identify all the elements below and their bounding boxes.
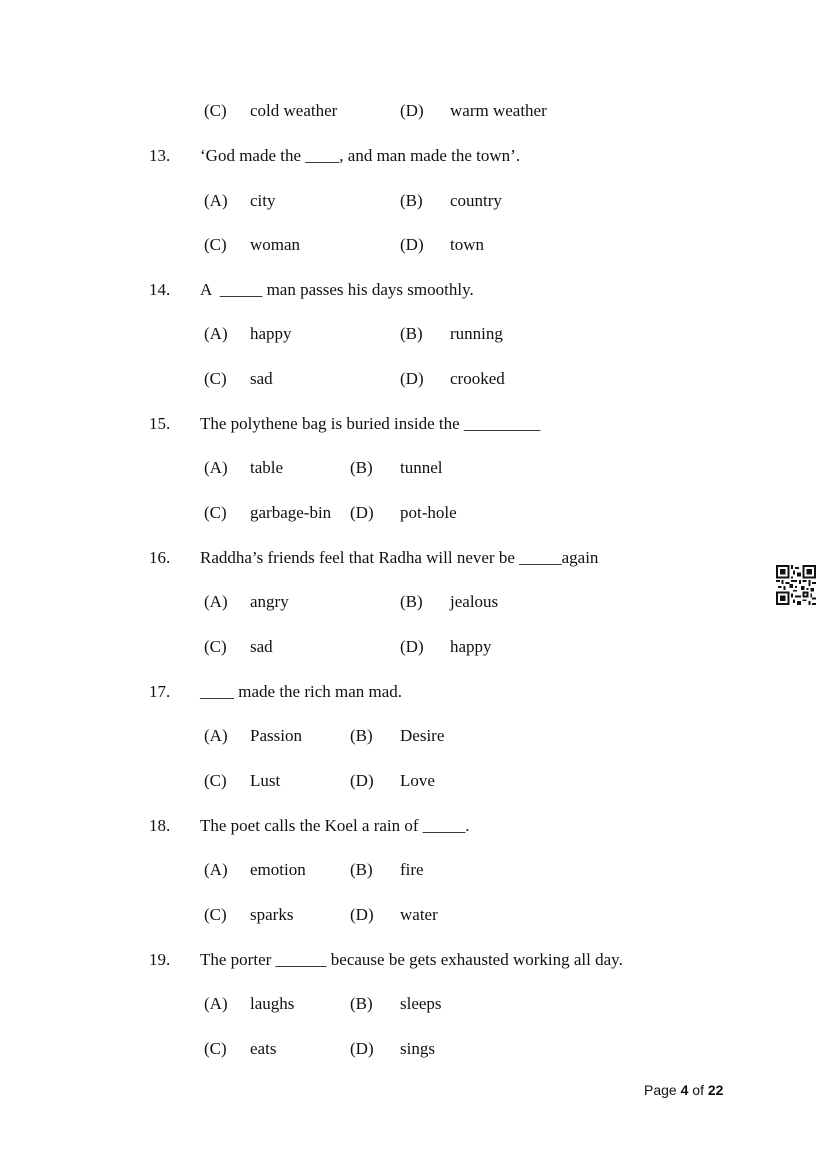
option-text: garbage-bin [250, 503, 332, 522]
option-letter: (C) [204, 637, 227, 656]
option-text: sad [250, 637, 273, 656]
option-letter: (C) [204, 503, 227, 522]
option-text: laughs [250, 994, 295, 1013]
option-text: Lust [250, 771, 281, 790]
question-number: 14. [149, 280, 171, 299]
option-letter: (D) [400, 235, 424, 254]
option-text: sings [400, 1039, 435, 1058]
option-text: woman [250, 235, 301, 254]
option-letter: (D) [400, 101, 424, 120]
option-text: eats [250, 1039, 277, 1058]
question-stem: ‘God made the ____, and man made the town’. [200, 146, 521, 165]
option-letter: (D) [350, 905, 374, 924]
option-letter: (B) [350, 994, 373, 1013]
question-stem: Raddha’s friends feel that Radha will never be _____again [200, 548, 599, 567]
option-letter: (A) [204, 592, 228, 611]
option-letter: (D) [400, 369, 424, 388]
option-text: pot-hole [400, 503, 457, 522]
option-text: warm weather [450, 101, 547, 120]
question-number: 17. [149, 682, 171, 701]
page-label: Page [644, 1082, 677, 1098]
option-letter: (A) [204, 726, 228, 745]
option-text: sad [250, 369, 273, 388]
page-number: 4 [680, 1082, 689, 1098]
question-number: 16. [149, 548, 171, 567]
option-letter: (C) [204, 905, 227, 924]
question-number: 19. [149, 950, 171, 969]
option-text: crooked [450, 369, 505, 388]
option-text: Passion [250, 726, 302, 745]
question-stem: A _____ man passes his days smoothly. [200, 280, 474, 299]
option-text: city [250, 191, 276, 210]
option-letter: (A) [204, 994, 228, 1013]
option-text: country [450, 191, 502, 210]
question-number: 13. [149, 146, 171, 165]
option-letter: (B) [350, 458, 373, 477]
option-letter: (B) [400, 592, 423, 611]
option-letter: (C) [204, 235, 227, 254]
option-letter: (D) [350, 503, 374, 522]
option-text: sparks [250, 905, 294, 924]
question-stem: The porter ______ because be gets exhausted working all day. [200, 950, 623, 969]
option-text: table [250, 458, 284, 477]
option-text: Desire [400, 726, 445, 745]
page-footer [644, 1081, 723, 1099]
option-letter: (D) [350, 1039, 374, 1058]
question-stem: ____ made the rich man mad. [200, 682, 403, 701]
question-stem: The polythene bag is buried inside the _________ [200, 414, 541, 433]
option-letter: (C) [204, 1039, 227, 1058]
option-text: tunnel [400, 458, 443, 477]
option-letter: (A) [204, 324, 228, 343]
option-text: happy [450, 637, 492, 656]
option-text: jealous [450, 592, 499, 611]
option-letter: (D) [400, 637, 424, 656]
qr-code [776, 565, 816, 605]
question-number: 18. [149, 816, 171, 835]
option-text: happy [250, 324, 292, 343]
option-text: emotion [250, 860, 306, 879]
option-letter: (C) [204, 101, 227, 120]
option-text: water [400, 905, 438, 924]
option-letter: (A) [204, 860, 228, 879]
option-text: town [450, 235, 484, 254]
option-letter: (A) [204, 458, 228, 477]
option-text: sleeps [400, 994, 442, 1013]
option-letter: (D) [350, 771, 374, 790]
option-letter: (B) [400, 191, 423, 210]
option-text: Love [400, 771, 435, 790]
option-text: cold weather [250, 101, 338, 120]
option-letter: (C) [204, 369, 227, 388]
option-letter: (B) [350, 860, 373, 879]
of-label: of [692, 1082, 704, 1098]
option-text: running [450, 324, 503, 343]
option-text: fire [400, 860, 424, 879]
option-letter: (B) [400, 324, 423, 343]
question-stem: The poet calls the Koel a rain of _____. [200, 816, 470, 835]
question-number: 15. [149, 414, 171, 433]
total-pages: 22 [707, 1082, 724, 1098]
option-letter: (C) [204, 771, 227, 790]
option-text: angry [250, 592, 289, 611]
option-letter: (B) [350, 726, 373, 745]
option-letter: (A) [204, 191, 228, 210]
